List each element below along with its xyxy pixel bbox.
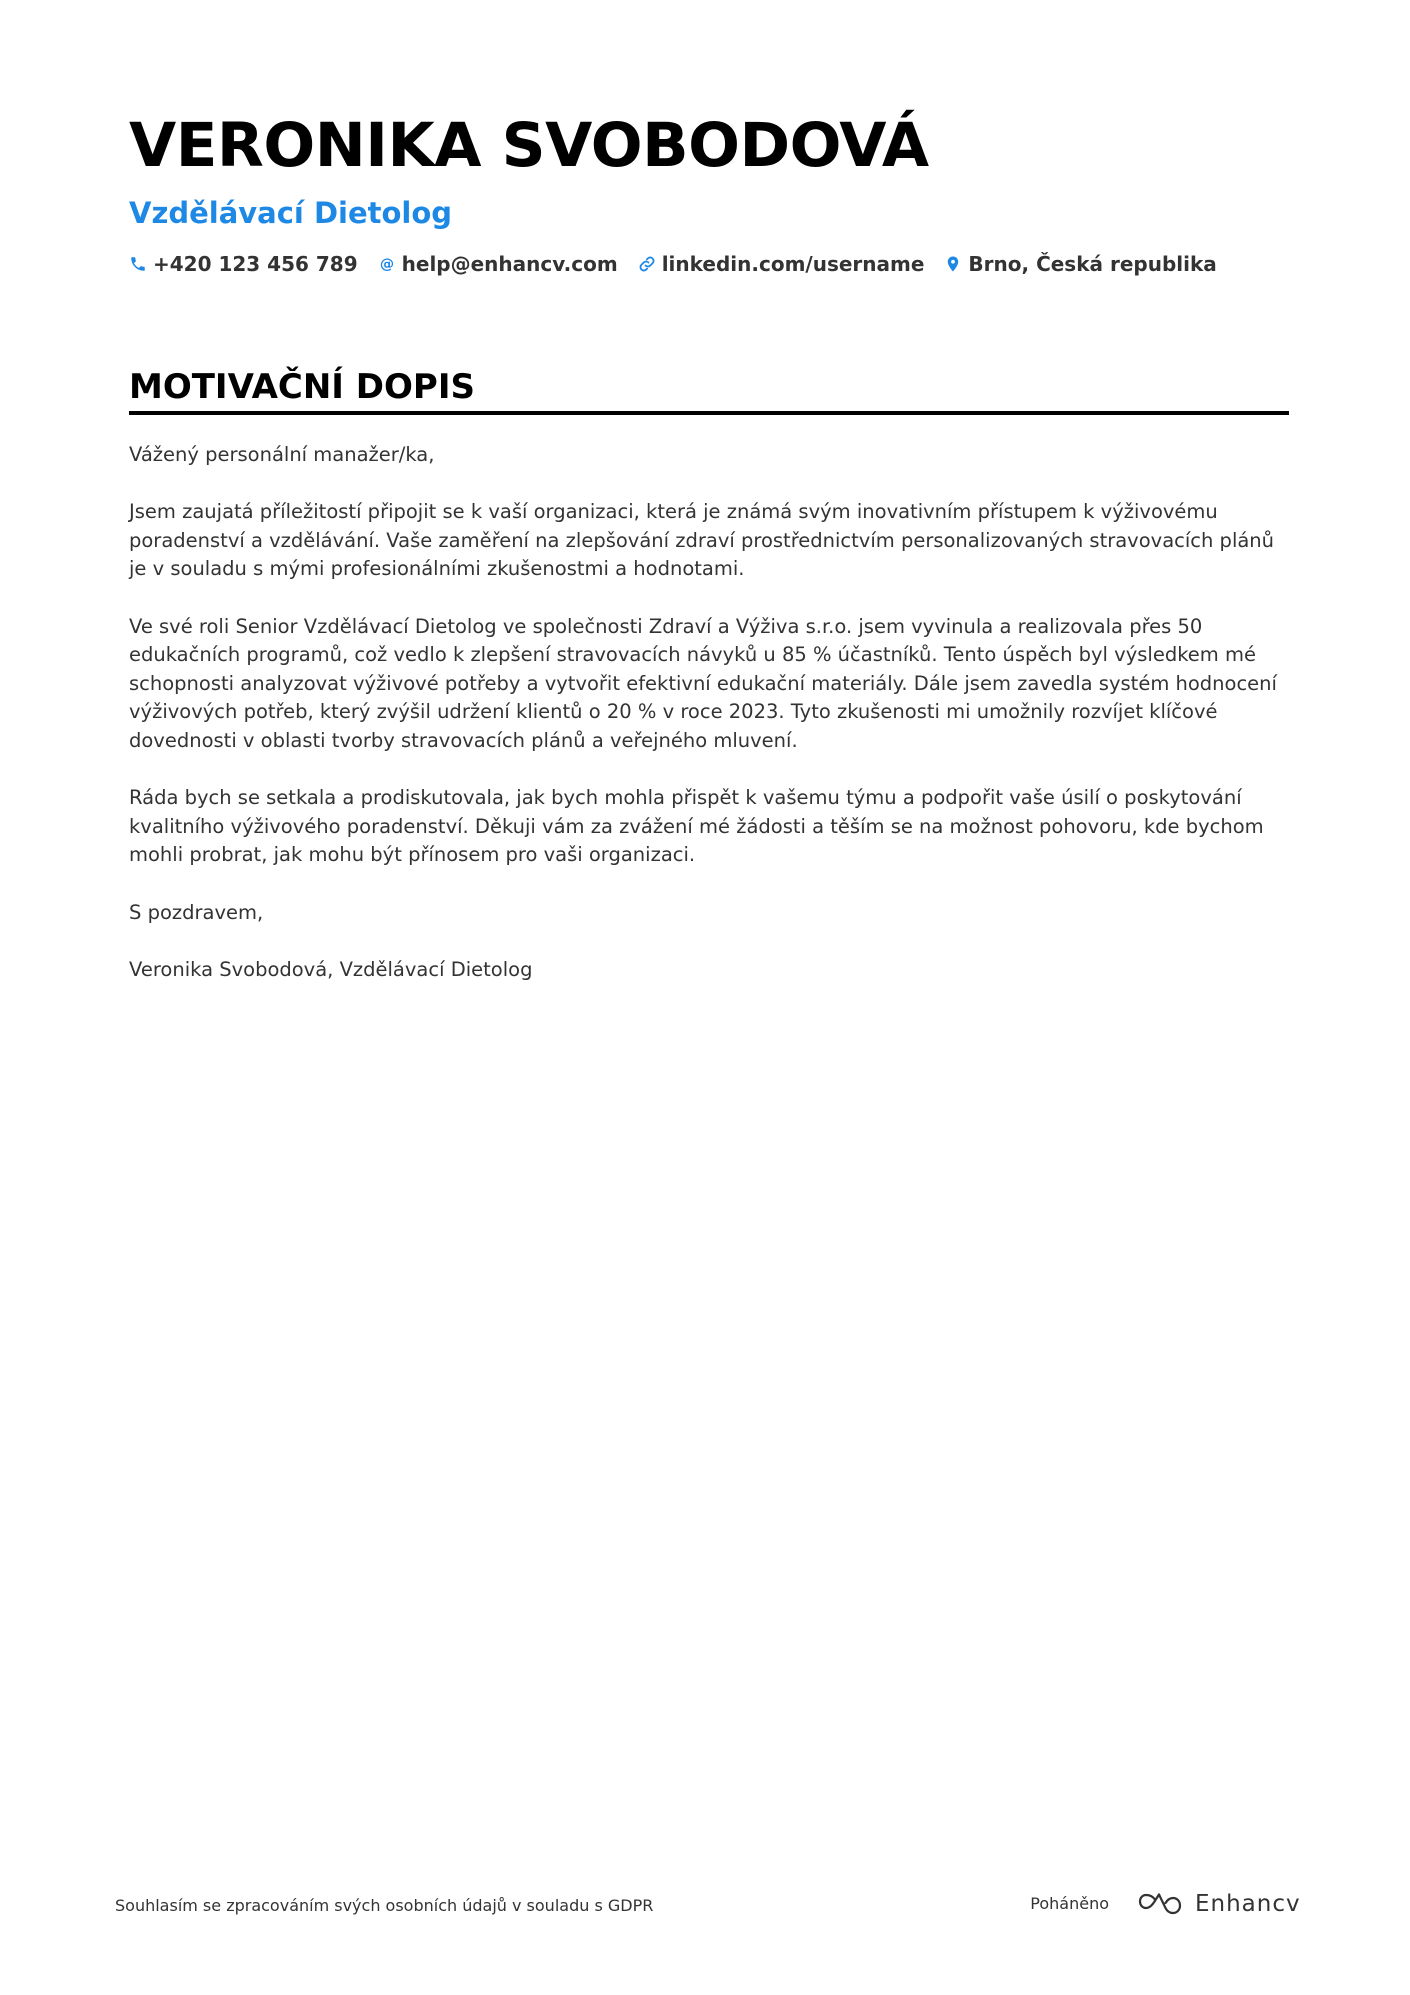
letter-paragraph: Ráda bych se setkala a prodiskutovala, jak bych mohla přispět k vašemu týmu a podpořit vaše úsilí o poskytování kvalitního výživového poradenství. Děkuji vám za zvážení mé žádosti a těším se na možnost pohovoru, kde bychom mohli probrat, jak mohu být přínosem pro vaši organizaci.: [129, 786, 1264, 867]
contact-email[interactable]: [378, 249, 618, 279]
link-icon: [638, 255, 656, 273]
gdpr-consent-text: Souhlasím se zpracováním svých osobních údajů v souladu s GDPR: [115, 1896, 654, 1915]
contact-email-text[interactable]: help@enhancv.com: [401, 252, 618, 276]
contact-bar: [129, 249, 1289, 279]
enhancv-logo-icon: [1137, 1891, 1183, 1917]
letter-greeting: Vážený personální manažer/ka,: [129, 443, 435, 466]
candidate-name: VERONIKA SVOBODOVÁ: [129, 110, 929, 181]
location-pin-icon: [944, 255, 962, 273]
phone-icon: [129, 255, 147, 273]
contact-linkedin[interactable]: [638, 249, 925, 279]
cover-letter-content: [129, 108, 1289, 1013]
section-title: MOTIVAČNÍ DOPIS: [129, 367, 475, 407]
letter-paragraph: Ve své roli Senior Vzdělávací Dietolog ve společnosti Zdraví a Výživa s.r.o. jsem vyvinula a realizovala přes 50 edukačních programů, což vedlo k zlepšení stravovacích návyků u 85 % účastníků. Tento úspěch byl výsledkem mé schopnosti analyzovat výživové potřeby a vytvořit efektivní edukační materiály. Dále jsem zavedla systém hodnocení výživových potřeb, který zvýšil udržení klientů o 20 % v roce 2023. Tyto zkušenosti mi umožnily rozvíjet klíčové dovednosti v oblasti tvorby stravovacích plánů a veřejného mluvení.: [129, 614, 1277, 752]
letter-signature: Veronika Svobodová, Vzdělávací Dietolog: [129, 957, 533, 981]
brand-logo[interactable]: [1137, 1886, 1301, 1922]
powered-by-label: Poháněno: [1030, 1894, 1109, 1913]
section-divider: [129, 411, 1289, 415]
svg-text:@: @: [379, 256, 394, 273]
contact-location-text: Brno, Česká republika: [968, 252, 1217, 276]
letter-paragraph: Jsem zaujatá příležitostí připojit se k vaší organizaci, která je známá svým inovativním přístupem k výživovému poradenství a vzdělávání. Vaše zaměření na zlepšování zdraví prostřednictvím personalizovaných stravovacích plánů je v souladu s mými profesionálními zkušenostmi a hodnotami.: [129, 500, 1275, 581]
candidate-job-title: Vzdělávací Dietolog: [129, 196, 453, 230]
brand-name: Enhancv: [1195, 1891, 1301, 1917]
contact-phone: [129, 249, 358, 279]
letter-closing: S pozdravem,: [129, 900, 264, 924]
page-footer: [115, 1886, 1301, 1926]
contact-location: [944, 249, 1216, 279]
contact-linkedin-text[interactable]: linkedin.com/username: [661, 252, 925, 276]
letter-body: [129, 441, 1289, 984]
at-icon: [378, 255, 396, 273]
contact-phone-text: +420 123 456 789: [153, 252, 358, 276]
